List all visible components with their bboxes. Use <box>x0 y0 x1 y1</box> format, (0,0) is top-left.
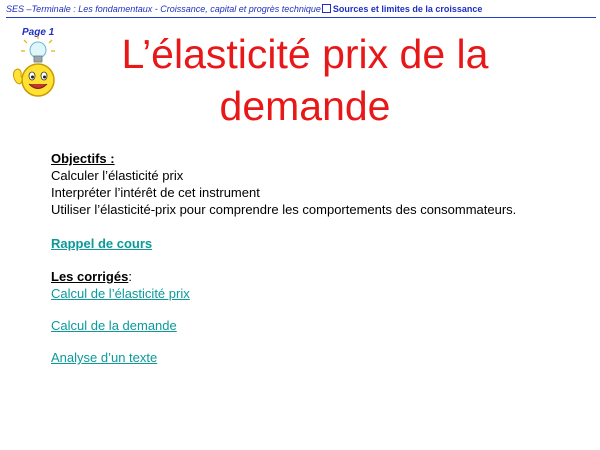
objectif-item: Calculer l’élasticité prix <box>51 168 184 183</box>
analyse-texte-link[interactable]: Analyse d’un texte <box>51 350 158 365</box>
title-line-2: demande <box>219 83 391 129</box>
content-body <box>51 150 516 366</box>
corriges-heading: Les corrigés <box>51 269 129 284</box>
calcul-elasticite-link[interactable]: Calcul de l’élasticité prix <box>51 286 190 301</box>
lightbulb-icon <box>21 36 55 62</box>
page-title <box>80 28 530 132</box>
section-title: Sources et limites de la croissance <box>332 4 483 14</box>
breadcrumb: SES –Terminale : Les fondamentaux - Croissance, capital et progrès technique <box>6 4 321 14</box>
page-number: Page 1 <box>22 27 55 38</box>
checkbox-glyph-icon <box>322 4 331 13</box>
objectif-item: Utiliser l’élasticité-prix pour comprendre les comportements des consommateurs. <box>51 202 517 217</box>
title-line-1: L’élasticité prix de la <box>121 31 489 77</box>
header-bar <box>6 3 596 18</box>
corriges-colon: : <box>128 269 132 284</box>
rappel-de-cours-link[interactable]: Rappel de cours <box>51 236 153 251</box>
calcul-demande-link[interactable]: Calcul de la demande <box>51 318 177 333</box>
objectifs-heading: Objectifs : <box>51 151 115 166</box>
smiley-lightbulb-icon <box>8 36 68 100</box>
objectif-item: Interpréter l’intérêt de cet instrument <box>51 185 260 200</box>
